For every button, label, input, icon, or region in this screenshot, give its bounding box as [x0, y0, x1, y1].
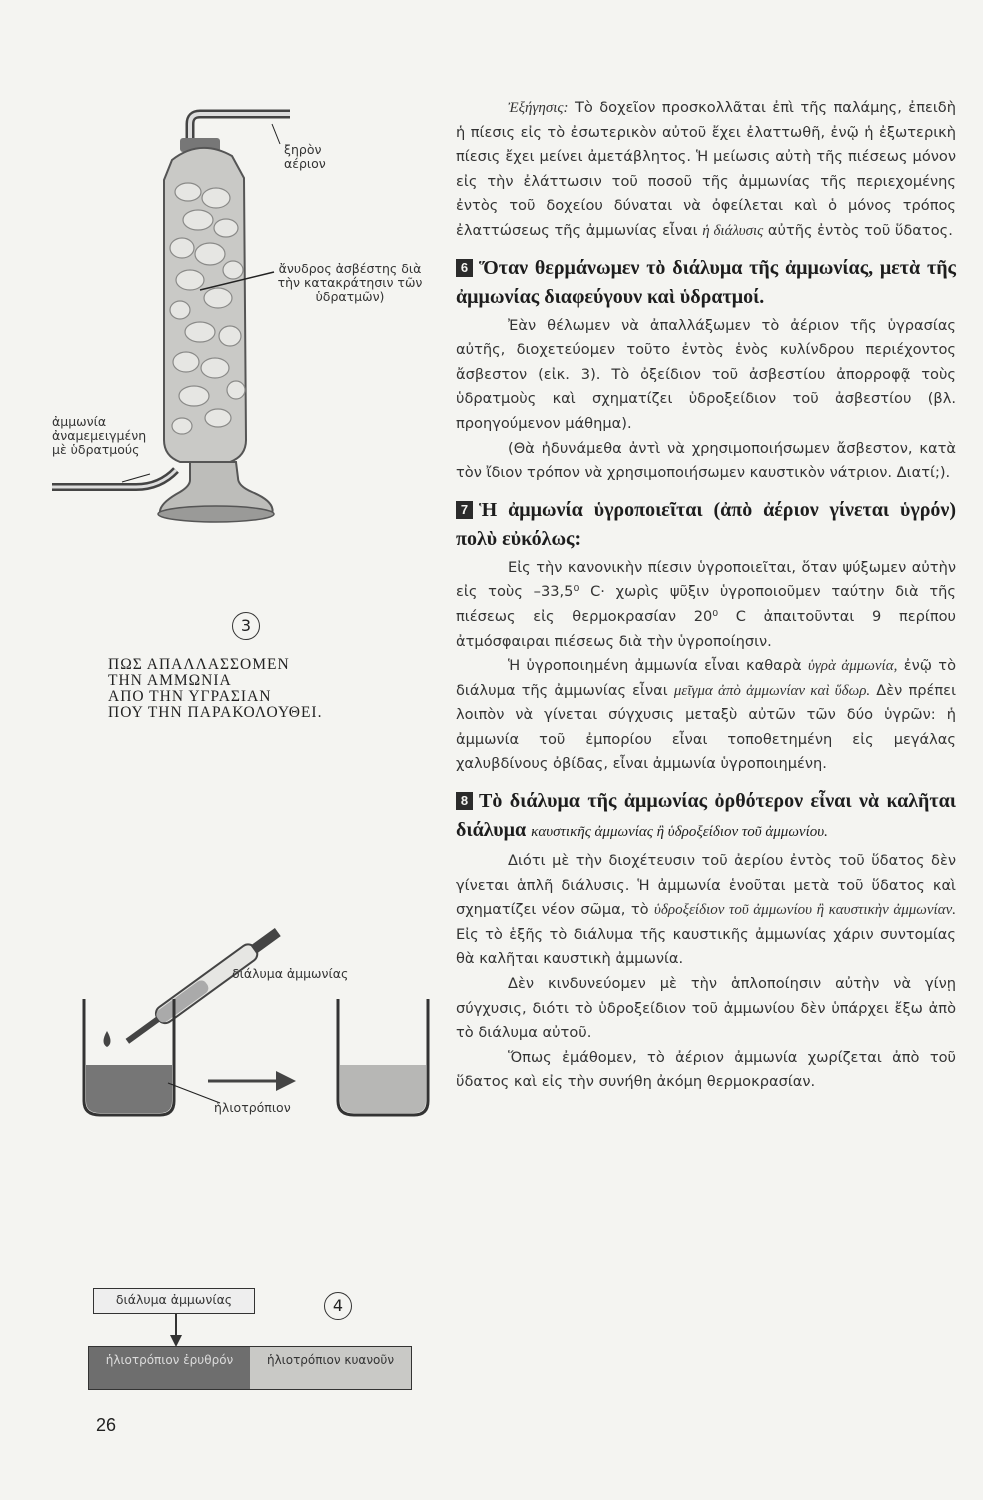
explanation-text: Τὸ δοχεῖον προσκολλᾶται ἐπὶ τῆς παλάμης, ἐπειδὴ ἡ πίεσις εἰς τὸ ἐσωτερικὸν αὐτοῦ ἔχει ἐλαττωθῆ, ἐνῷ ἡ ἐξωτερικὴ πίεσις ἔχει μείνει ἀμετάβλητος. Ἡ μείωσις αὐτὴ τῆς πιέσεως μόνον εἰς τὴν ἐλάττωσιν τοῦ ποσοῦ τῆς ἀμμωνίας τῆς περιεχομένης ἐντὸς τοῦ δοχείου δύναται νὰ ὀφείλεται καὶ ὁ μόνος τρόπος ἐλαττώσεως τῆς ἀμμωνίας εἶναι	[456, 99, 956, 239]
explanation-lead: Ἐξήγησις:	[508, 100, 569, 116]
section-6-title: Ὅταν θερμάνωμεν τὸ διάλυμα τῆς ἀμμωνίας, μετὰ τῆς ἀμμωνίας διαφεύγουν καὶ ὑδρατμοί.	[456, 256, 956, 308]
label-ammonia-solution: διάλυμα ἀμμωνίας	[232, 966, 349, 981]
caption-line: ΠΟΥ ΤΗΝ ΠΑΡΑΚΟΛΟΥΘΕΙ.	[108, 704, 323, 721]
section-8-paragraph-3: Ὅπως ἐμάθομεν, τὸ ἀέριον ἀμμωνία χωρίζεται ἀπὸ τοῦ ὕδατος καὶ εἰς τὴν συνήθη ἀκόμη θερμοκρασίαν.	[456, 1048, 956, 1091]
section-8-heading	[456, 787, 956, 847]
label-ammonia-mixed: ἀμμωνία ἀναμεμειγμένη μὲ ὑδρατμούς	[52, 414, 147, 457]
p7-italic-1: ὑγρὰ ἀμμωνία,	[808, 658, 898, 675]
figure-3-drying-cylinder	[40, 100, 400, 540]
red-liquid	[86, 1065, 172, 1113]
section-7-paragraph-2	[456, 654, 956, 777]
page-number: 26	[96, 1415, 117, 1435]
caption-line: ΑΠΟ ΤΗΝ ΥΓΡΑΣΙΑΝ	[108, 688, 272, 705]
flow-box-label: διάλυμα ἀμμωνίας	[115, 1292, 233, 1307]
figure-3-number: 3	[232, 612, 260, 640]
p7-text-a: Ἡ ὑγροποιημένη ἀμμωνία εἶναι καθαρὰ	[508, 657, 802, 675]
section-8-italic: καυστικῆς ἀμμωνίας ἢ ὑδροξείδιον τοῦ ἀμμωνίου.	[531, 824, 828, 841]
label-litmus: ἡλιοτρόπιον	[214, 1100, 291, 1115]
section-6-paragraph-1: Ἐὰν θέλωμεν νὰ ἀπαλλάξωμεν τὸ ἀέριον τῆς ὑγρασίας αὐτῆς, διοχετεύομεν τοῦτο ἐντὸς ἑνὸς κυλίνδρου περιέχοντος ἄσβεστον (εἰκ. 3). Τὸ ὀξείδιον τοῦ ἀσβεστίου ἀπορροφᾷ τοὺς ὑδρατμοὺς καὶ σχηματίζει ὑδροξείδιον τοῦ ἀσβεστίου (βλ. προηγούμενον μάθημα).	[456, 316, 956, 432]
p7-text-b: ἐνῷ τὸ διάλυμα τῆς ἀμμωνίας εἶναι	[456, 657, 957, 699]
explanation-paragraph	[456, 96, 956, 244]
p8-text-a: Διότι μὲ τὴν διοχέτευσιν τοῦ ἀερίου ἐντὸς τοῦ ὕδατος δὲν γίνεται ἁπλῆ διάλυσις. Ἡ ἀμμωνία ἑνοῦται μετὰ τοῦ ὕδατος καὶ σχηματίζει νέον σῶμα, τὸ	[456, 852, 956, 919]
section-7-paragraph-1: Εἰς τὴν κανονικὴν πίεσιν ὑγροποιεῖται, ὅταν ψύξωμεν αὐτὴν εἰς τοὺς –33,5⁰ C· χωρὶς ψῦξιν ὑγροποιοῦμεν ταύτην διὰ τῆς πιέσεως εἰς θερμοκρασίαν 20⁰ C ἀπαιτοῦνται 9 περίπου ἀτμόσφαιραι πιέσεως διὰ τὴν ὑγροποίησιν.	[456, 558, 956, 650]
explanation-italic: ἡ διάλυσις	[702, 222, 764, 239]
label-dry-gas: ξηρὸν αέριον	[284, 142, 326, 171]
blue-liquid	[340, 1065, 426, 1113]
main-text-column	[456, 96, 956, 1095]
explanation-end: αὐτῆς ἐντὸς τοῦ ὕδατος.	[767, 221, 953, 239]
figure-4-beakers	[70, 925, 450, 1125]
flow-box-ammonia	[93, 1288, 255, 1314]
section-7-number: 7	[456, 501, 473, 519]
section-6-number: 6	[456, 259, 473, 277]
section-6-heading	[456, 254, 956, 312]
p7-italic-2: μεῖγμα ἀπὸ ἀμμωνίαν καὶ ὕδωρ.	[673, 682, 871, 699]
figure-4-number: 4	[324, 1292, 352, 1320]
section-8-title: Τὸ διάλυμα τῆς ἀμμωνίας ὀρθότερον εἶναι νὰ καλῆται διάλυμα	[456, 790, 956, 842]
flow-result	[88, 1346, 412, 1390]
section-7-heading	[456, 496, 956, 554]
p7-text-c: Δὲν πρέπει λοιπὸν νὰ γίνεται σύγχυσις μεταξὺ αὐτῶν τῶν δύο ὑγρῶν: ἡ ἀμμωνία τοῦ ἐμπορίου εἶναι τοποθετημένη εἰς μεγάλας χαλυβδίνους ὀβίδας, εἶναι ἀμμωνία ὑγροποιημένη.	[456, 681, 957, 773]
blue-result: ἡλιοτρόπιον κυανοῦν	[250, 1347, 411, 1389]
section-8-number: 8	[456, 792, 473, 810]
p8-italic: ὑδροξείδιον τοῦ ἀμμωνίου ἢ καυστικὴν ἀμμωνίαν.	[654, 902, 956, 919]
section-6-paragraph-2: (Θὰ ἠδυνάμεθα ἀντὶ νὰ χρησιμοποιήσωμεν ἄσβεστον, κατὰ τὸν ἴδιον τρόπον νὰ χρησιμοποιήσωμεν καυστικὸν νάτριον. Διατί;).	[456, 439, 956, 482]
caption-line: ΠΩΣ ΑΠΑΛΛΑΣΣΟΜΕΝ	[108, 656, 290, 673]
section-8-paragraph-1	[456, 849, 956, 972]
p8-text-b: Εἰς τὸ ἑξῆς τὸ διάλυμα τῆς καυστικῆς ἀμμωνίας χάριν συντομίας θὰ καλῆται καυστικὴ ἀμμωνία.	[456, 925, 956, 968]
section-8-paragraph-2: Δὲν κινδυνεύομεν μὲ τὴν ἁπλοποίησιν αὐτὴν νὰ γίνῃ σύγχυσις, διότι τὸ ὑδροξείδιον τοῦ ἀμμωνίου δὲν ὑπάρχει ἔξω ἀπὸ τὸ διάλυμα αὐτοῦ.	[456, 975, 956, 1042]
figure-3-caption	[108, 657, 322, 721]
section-7-title: Ἡ ἀμμωνία ὑγροποιεῖται (ἀπὸ ἀέριον γίνεται ὑγρόν) πολὺ εὐκόλως:	[456, 498, 956, 550]
caption-line: ΤΗΝ ΑΜΜΩΝΙΑ	[108, 672, 232, 689]
label-anhydrous-lime: ἄνυδρος ἀσβέστης διὰ τὴν κατακράτησιν τῶν ὑδρατμῶν)	[277, 261, 423, 304]
red-result: ἡλιοτρόπιον ἐρυθρόν	[89, 1347, 250, 1389]
